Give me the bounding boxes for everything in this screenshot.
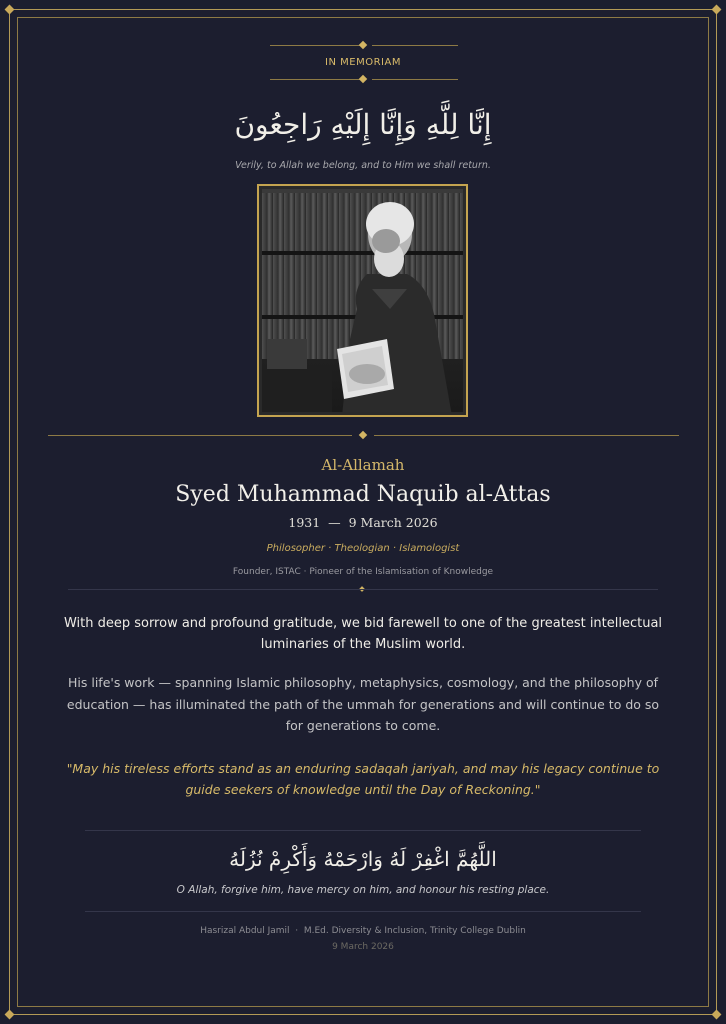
signature-date: 9 March 2026 xyxy=(332,942,394,952)
honorific-title: Al-Allamah xyxy=(321,456,405,474)
legacy-paragraph: His life's work — spanning Islamic philosophy, metaphysics, cosmology, and the philosophy of education — has illuminated the path of the ummah for generations and will continue to do so for generations to come. xyxy=(66,675,660,733)
dua-translation: O Allah, forgive him, have mercy on him, and honour his resting place. xyxy=(176,884,550,896)
portrait-frame xyxy=(257,184,468,417)
divider-line xyxy=(48,435,352,436)
founder-line: Founder, ISTAC · Pioneer of the Islamisation of Knowledge xyxy=(232,567,494,577)
ornament-line xyxy=(270,45,360,46)
author-signature: Hasrizal Abdul Jamil · M.Ed. Diversity & Inclusion, Trinity College Dublin xyxy=(200,926,526,936)
corner-ornament-icon xyxy=(712,1010,722,1020)
roles-line: Philosopher · Theologian · Islamologist xyxy=(266,543,460,554)
divider-line xyxy=(374,435,679,436)
ornament-line xyxy=(372,79,458,80)
in-memoriam-label: IN MEMORIAM xyxy=(325,57,401,68)
ornament-line xyxy=(270,79,360,80)
divider-line xyxy=(85,911,641,912)
person-name: Syed Muhammad Naquib al-Attas xyxy=(175,482,551,507)
tribute-paragraph: With deep sorrow and profound gratitude, we bid farewell to one of the greatest intellectual luminaries of the Muslim world. xyxy=(63,616,663,652)
verse-translation: Verily, to Allah we belong, and to Him we shall return. xyxy=(235,160,491,171)
dua-arabic: اللَّهُمَّ اغْفِرْ لَهُ وَارْحَمْهُ وَأَكْرِمْ نُزُلَهُ xyxy=(229,847,497,871)
prayer-quote: "May his tireless efforts stand as an enduring sadaqah jariyah, and may his legacy continue to guide seekers of knowledge until the Day of Reckoning." xyxy=(66,761,660,797)
divider-line xyxy=(68,589,658,590)
ornament-line xyxy=(372,45,458,46)
divider-line xyxy=(85,830,641,831)
arabic-verse: إِنَّا لِلَّهِ وَإِنَّا إِلَيْهِ رَاجِعُونَ xyxy=(234,108,492,141)
life-dates: 1931 — 9 March 2026 xyxy=(288,515,438,530)
portrait-photo xyxy=(262,189,463,412)
